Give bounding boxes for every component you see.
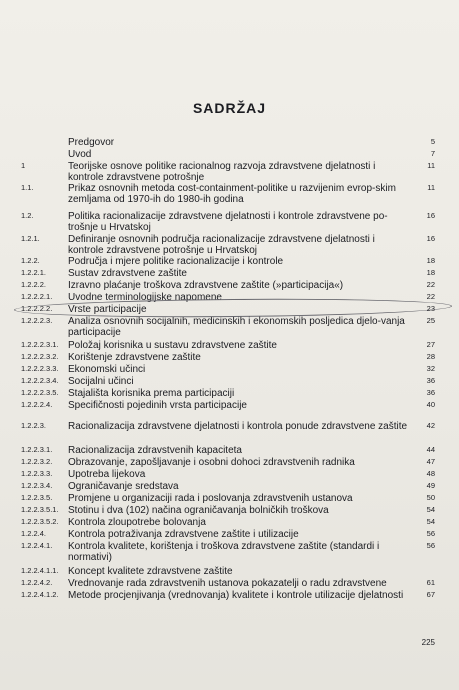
toc-entry-title: Vrednovanje rada zdravstvenih ustanova pokazatelji o radu zdravstvene [68,578,387,589]
toc-entry [0,481,459,492]
toc-entry-title: Područja i mjere politike racionalizacije i kontrole [68,256,284,267]
toc-entry-title: Uvodne terminologijske napomene [68,292,222,303]
toc-entry-title: Definiranje osnovnih područja racionalizacije zdravstvene djelatnosti i kontrole zdravstvene potrošnje u Hrvatskoj [68,234,375,256]
toc-entry [0,268,459,279]
toc-entry-page: 42 [426,421,435,430]
toc-entry-title: Socijalni učinci [68,376,134,387]
toc-entry-title: Stajališta korisnika prema participaciji [68,388,235,399]
toc-entry [0,566,459,577]
toc-entry-page: 56 [426,529,435,538]
toc-entry-page: 54 [426,517,435,526]
toc-entry-page: 5 [430,137,435,146]
toc-entry [0,292,459,303]
toc-entry [0,578,459,589]
toc-entry-title: Obrazovanje, zapošljavanje i osobni dohoci zdravstvenih radnika [68,457,355,468]
toc-entry-number: 1.2.2.2.3.2. [21,352,59,361]
toc-entry-page: 25 [426,316,435,325]
toc-entry-title: Uvod [68,149,92,160]
toc-entry-page: 61 [426,578,435,587]
toc-entry [0,280,459,291]
toc-entry [0,161,459,183]
toc-entry-number: 1.2.2.3.3. [21,469,53,478]
page-number: 225 [421,638,435,647]
toc-entry-number: 1.2.2.4.1.1. [21,566,59,575]
toc-entry-page: 48 [426,469,435,478]
toc-entry-page: 54 [426,505,435,514]
toc-entry-number: 1 [21,161,26,170]
toc-entry [0,529,459,540]
toc-entry-page: 47 [426,457,435,466]
toc-entry-number: 1.2.2.3.2. [21,457,53,466]
toc-entry [0,388,459,399]
toc-entry-number: 1.2.2. [21,256,40,265]
toc-entry-title: Analiza osnovnih socijalnih, medicinskih i ekonomskih posljedica djelo-vanja participacije [68,316,405,338]
toc-entry-number: 1.2.2.4.1. [21,541,53,550]
toc-entry-page: 36 [426,376,435,385]
toc-entry-page: 56 [426,541,435,550]
toc-entry-title: Ekonomski učinci [68,364,146,375]
toc-entry-page: 7 [430,149,435,158]
toc-entry-title: Predgovor [68,137,115,148]
toc-entry-title: Izravno plaćanje troškova zdravstvene zaštite (»participacija«) [68,280,344,291]
toc-entry-title: Sustav zdravstvene zaštite [68,268,187,279]
toc-entry-title: Prikaz osnovnih metoda cost-containment-politike u razvijenim evrop-skim zemljama od 1970-ih do 1980-ih godina [68,183,396,205]
toc-entry-page: 22 [426,292,435,301]
toc-entry-number: 1.2.2.3.4. [21,481,53,490]
toc-entry-page: 22 [426,280,435,289]
toc-entry-page: 67 [426,590,435,599]
toc-entry-page: 18 [426,268,435,277]
toc-entry [0,376,459,387]
toc-entry-number: 1.1. [21,183,34,192]
toc-entry-page: 36 [426,388,435,397]
toc-entry-page: 32 [426,364,435,373]
toc-entry-number: 1.2.2.2.2. [21,304,53,313]
toc-entry-number: 1.2.2.2. [21,280,47,289]
toc-entry-title: Položaj korisnika u sustavu zdravstvene zaštite [68,340,277,351]
toc-entry [0,400,459,411]
toc-entry [0,364,459,375]
toc-entry-title: Kontrola kvalitete, korištenja i troškova zdravstvene zaštite (standardi i normativi) [68,541,380,563]
toc-entry-number: 1.2.2.2.3.3. [21,364,59,373]
toc-entry-number: 1.2.2.2.3. [21,316,53,325]
toc-entry-number: 1.2.2.4.1.2. [21,590,59,599]
toc-entry-number: 1.2.2.2.1. [21,292,53,301]
toc-entry-number: 1.2.2.4.2. [21,578,53,587]
toc-entry-page: 11 [427,183,435,192]
toc-entry-page: 11 [427,161,435,170]
toc-entry-title: Teorijske osnove politike racionalnog razvoja zdravstvene djelatnosti i kontrole zdravstvene potrošnje [68,161,376,183]
toc-entry [0,137,459,148]
toc-entry-page: 18 [426,256,435,265]
toc-entry-page: 27 [426,340,435,349]
toc-entry-page: 28 [426,352,435,361]
toc-entry-number: 1.2.2.2.3.5. [21,388,59,397]
toc-entry [0,445,459,456]
toc-entry-number: 1.2. [21,211,34,220]
toc-entry [0,493,459,504]
toc-entry-number: 1.2.2.2.3.1. [21,340,59,349]
toc-entry-number: 1.2.2.3.1. [21,445,53,454]
toc-entry-number: 1.2.2.3.5. [21,493,53,502]
toc-entry-title: Politika racionalizacije zdravstvene djelatnosti i kontrole zdravstvene po-trošnje u Hrvatskoj [68,211,388,233]
toc-entry-number: 1.2.2.3.5.1. [21,505,59,514]
toc-entry-number: 1.2.2.3.5.2. [21,517,59,526]
toc-entry [0,340,459,351]
toc-entry-page: 16 [426,211,435,220]
toc-entry [0,256,459,267]
toc-entry-title: Vrste participacije [68,304,147,315]
toc-entry-title: Ograničavanje sredstava [68,481,179,492]
toc-entry [0,421,459,432]
toc-entry-title: Upotreba lijekova [68,469,146,480]
toc-entry-page: 44 [426,445,435,454]
toc-entry [0,211,459,233]
toc-entry-title: Kontrola zloupotrebe bolovanja [68,517,206,528]
toc-entry-number: 1.2.2.2.3.4. [21,376,59,385]
toc-entry [0,505,459,516]
toc-entry-title: Metode procjenjivanja (vrednovanja) kvalitete i kontrole utilizacije djelatnosti [68,590,404,601]
toc-entry [0,590,459,601]
toc-entry-page: 50 [426,493,435,502]
toc-entry [0,541,459,563]
toc-entry [0,149,459,160]
toc-entry-number: 1.2.2.4. [21,529,47,538]
toc-entry-number: 1.2.2.2.4. [21,400,53,409]
toc-entry [0,234,459,256]
toc-entry-page: 23 [426,304,435,313]
toc-entry [0,352,459,363]
toc-entry [0,183,459,205]
toc-entry-title: Korištenje zdravstvene zaštite [68,352,201,363]
toc-entry-title: Koncept kvalitete zdravstvene zaštite [68,566,233,577]
toc-entry-title: Stotinu i dva (102) načina ograničavanja bolničkih troškova [68,505,329,516]
toc-entry [0,517,459,528]
toc-entry [0,469,459,480]
toc-entry-page: 40 [426,400,435,409]
toc-entry-title: Racionalizacija zdravstvenih kapaciteta [68,445,242,456]
toc-entry-title: Specifičnosti pojedinih vrsta participacije [68,400,247,411]
toc-entry-page: 16 [426,234,435,243]
toc-entry [0,457,459,468]
toc-entry-title: Promjene u organizaciji rada i poslovanja zdravstvenih ustanova [68,493,353,504]
toc-entry-number: 1.2.2.1. [21,268,47,277]
toc-entry-title: Racionalizacija zdravstvene djelatnosti i kontrola ponude zdravstvene zaštite [68,421,408,432]
toc-entry-number: 1.2.1. [21,234,40,243]
toc-entry-page: 49 [426,481,435,490]
page-title: SADRŽAJ [192,100,267,116]
toc-entry-title: Kontrola potraživanja zdravstvene zaštite i utilizacije [68,529,299,540]
toc-entry-number: 1.2.2.3. [21,421,47,430]
